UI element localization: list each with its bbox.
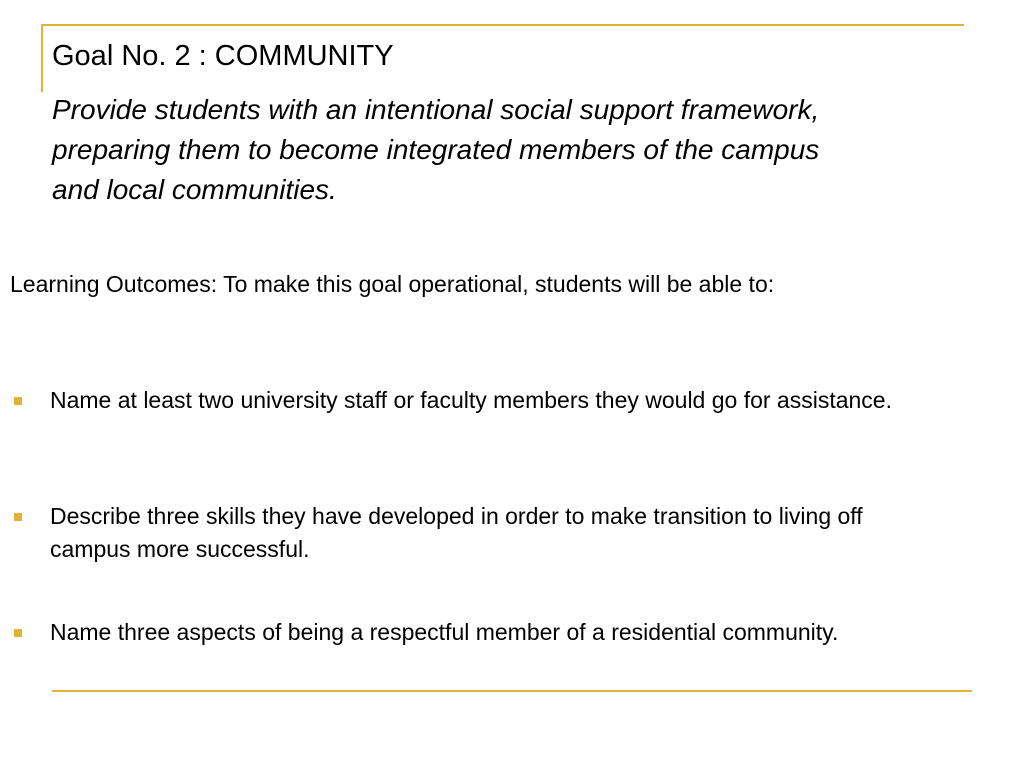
title-frame-left-rule xyxy=(41,24,43,92)
list-item-text: Name at least two university staff or faculty members they would go for assistance. xyxy=(50,387,892,413)
list-item-text: Name three aspects of being a respectful member of a residential community. xyxy=(50,619,839,645)
learning-outcomes-intro: Learning Outcomes: To make this goal operational, students will be able to: xyxy=(10,271,775,297)
bottom-rule xyxy=(52,690,972,692)
slide-title: Goal No. 2 : COMMUNITY xyxy=(52,40,394,72)
square-bullet-icon xyxy=(14,629,22,637)
list-item xyxy=(50,616,930,649)
list-item-text: Describe three skills they have developed in order to make transition to living off campus more successful. xyxy=(50,503,863,562)
list-item xyxy=(50,384,930,417)
list-item xyxy=(50,500,930,566)
square-bullet-icon xyxy=(14,397,22,405)
title-frame-top-rule xyxy=(41,24,964,26)
goal-description: Provide students with an intentional social support framework, preparing them to become integrated members of the campus and local communities. xyxy=(52,94,820,205)
square-bullet-icon xyxy=(14,513,22,521)
